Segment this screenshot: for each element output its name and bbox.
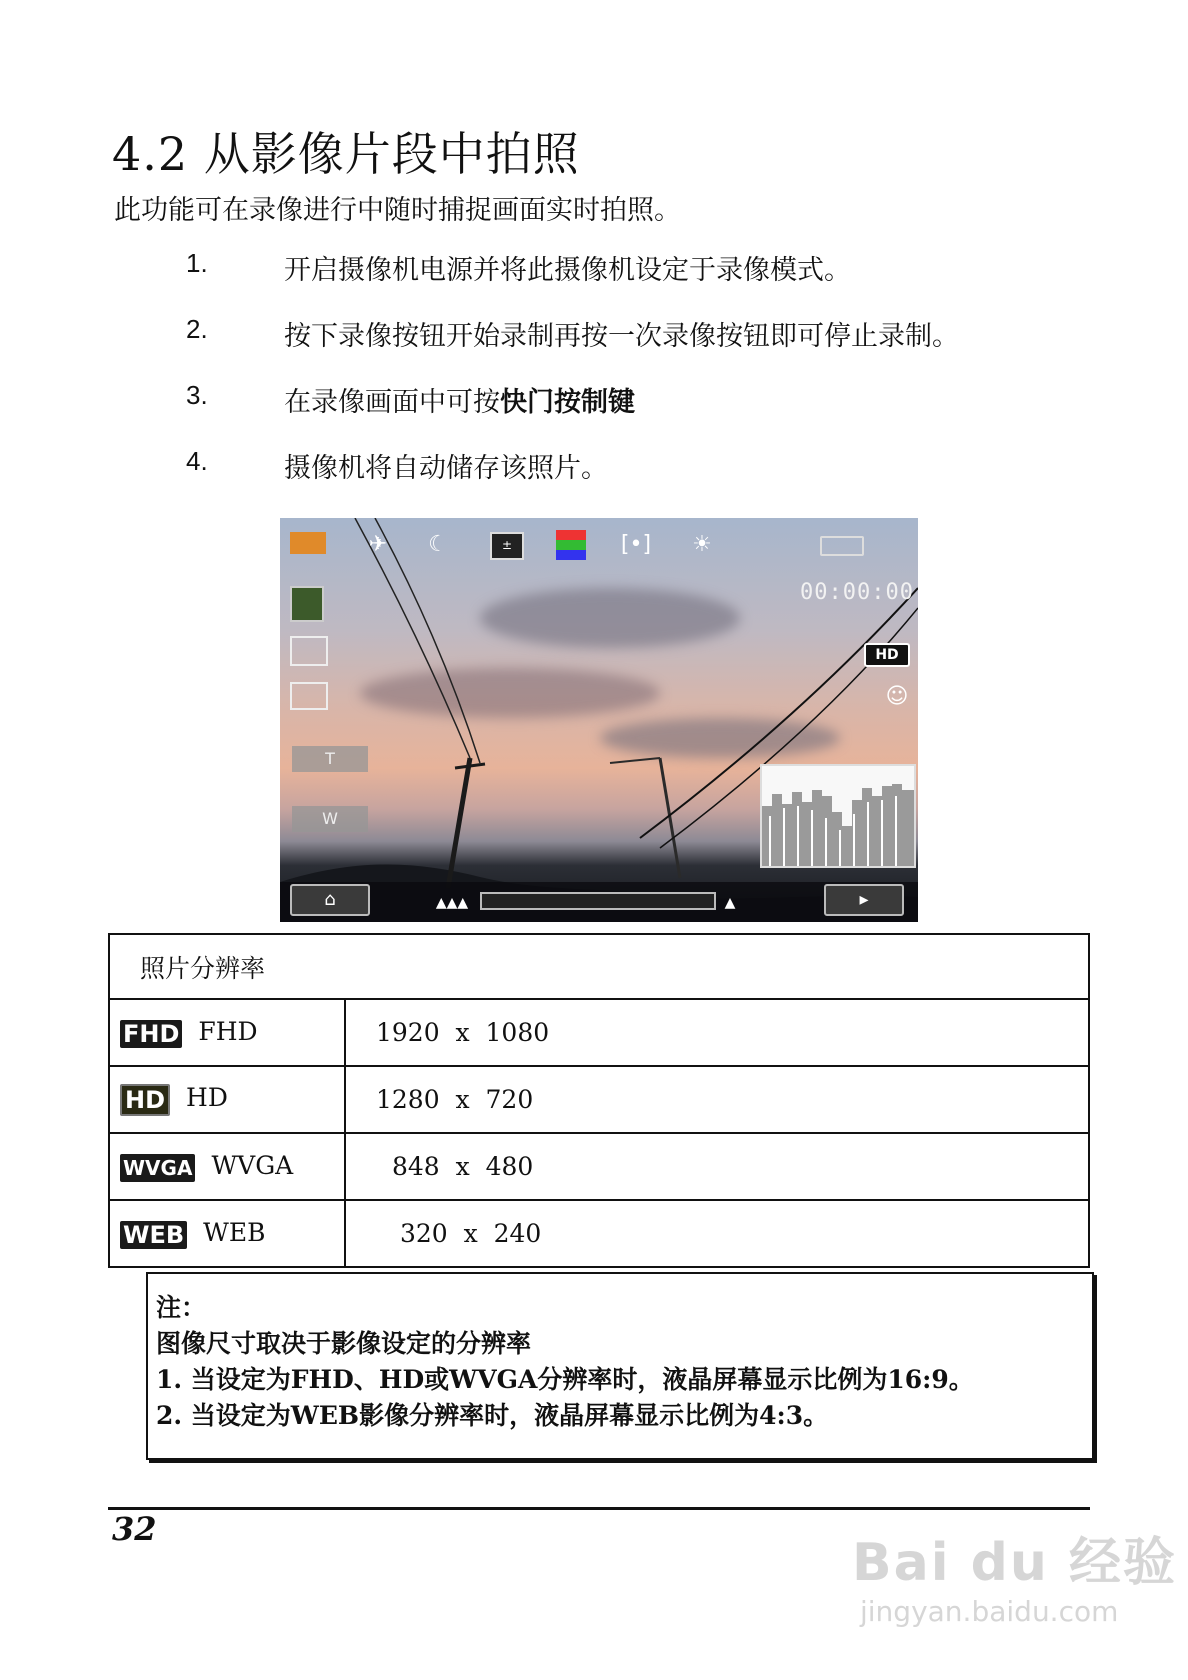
metering-icon: [•] — [620, 532, 652, 557]
step-text-bold: 快门按制键 — [500, 387, 635, 418]
step-text: 按下录像按钮开始录制再按一次录像按钮即可停止录制。 — [284, 321, 959, 352]
zoom-wide-button[interactable]: W — [292, 806, 368, 832]
color-icon — [556, 530, 586, 560]
zoom-out-icon: ▲▲▲ — [435, 895, 469, 911]
step-text: 摄像机将自动储存该照片。 — [284, 453, 608, 484]
home-button[interactable] — [290, 884, 370, 916]
resolution-table — [108, 933, 1090, 1268]
resolution-name: WEB — [203, 1218, 266, 1248]
intro-text: 此功能可在录像进行中随时捕捉画面实时拍照。 — [114, 195, 681, 226]
table-header-row — [109, 934, 1089, 999]
zoom-tele-button[interactable]: T — [292, 746, 368, 772]
table-header: 照片分辨率 — [109, 934, 1089, 999]
control-bar — [280, 882, 918, 922]
resolution-size: 1280 x 720 — [345, 1066, 1089, 1133]
stabilizer-icon — [290, 636, 328, 666]
resolution-size: 848 x 480 — [345, 1133, 1089, 1200]
status-bar — [280, 518, 918, 574]
hd-badge-icon: HD — [120, 1084, 170, 1116]
zoom-slider[interactable] — [480, 892, 716, 910]
baidu-watermark — [852, 1520, 1177, 1628]
record-mode-icon — [290, 586, 324, 622]
histogram-graph — [762, 766, 914, 866]
step-text — [284, 380, 635, 419]
wvga-badge-icon: WVGA — [120, 1154, 195, 1182]
page-title: 4.2 从影像片段中拍照 — [112, 127, 580, 181]
note-line: 图像尺寸取决于影像设定的分辨率 — [156, 1329, 532, 1358]
playback-icon: ▸ — [859, 889, 869, 910]
note-label: 注： — [156, 1293, 207, 1322]
watermark-brand: Bai du 经验 — [852, 1533, 1177, 1593]
zoom-in-icon: ▲ — [724, 895, 736, 911]
note-box — [146, 1272, 1094, 1460]
face-detect-icon: ☺ — [885, 684, 909, 709]
camera-screen-illustration — [280, 518, 918, 922]
table-row — [109, 999, 1089, 1066]
step-number: 2. — [186, 314, 208, 344]
step-text-plain: 在录像画面中可按 — [284, 387, 500, 418]
step-number: 1. — [186, 248, 208, 278]
page-number: 32 — [112, 1510, 157, 1548]
scene-icon: ✈ — [368, 532, 388, 557]
resolution-name: HD — [186, 1083, 228, 1113]
resolution-name: WVGA — [211, 1151, 294, 1181]
white-balance-icon: ☀ — [692, 532, 712, 557]
step-number: 4. — [186, 446, 208, 476]
note-line: 1. 当设定为FHD、HD或WVGA分辨率时，液晶屏幕显示比例为16:9。 — [156, 1365, 974, 1394]
mode-icon — [290, 532, 326, 554]
exposure-icon: ± — [490, 532, 524, 560]
resolution-size: 1920 x 1080 — [345, 999, 1089, 1066]
note-line: 2. 当设定为WEB影像分辨率时，液晶屏幕显示比例为4:3。 — [156, 1401, 829, 1430]
battery-icon — [820, 536, 864, 556]
histogram-panel — [760, 764, 916, 868]
step-number: 3. — [186, 380, 208, 410]
fhd-badge-icon: FHD — [120, 1020, 182, 1048]
web-badge-icon: WEB — [120, 1221, 187, 1249]
resolution-name: FHD — [198, 1017, 258, 1047]
card-icon — [290, 682, 328, 710]
night-icon: ☾ — [428, 532, 448, 557]
playback-button[interactable] — [824, 884, 904, 916]
home-icon: ⌂ — [324, 889, 336, 910]
footer-divider — [108, 1507, 1090, 1510]
resolution-size: 320 x 240 — [345, 1200, 1089, 1267]
step-text: 开启摄像机电源并将此摄像机设定于录像模式。 — [284, 255, 851, 286]
watermark-url: jingyan.baidu.com — [860, 1595, 1119, 1628]
timecode: 00:00:00 — [800, 580, 914, 605]
table-row — [109, 1133, 1089, 1200]
table-row — [109, 1066, 1089, 1133]
resolution-badge: HD — [864, 643, 910, 667]
table-row — [109, 1200, 1089, 1267]
